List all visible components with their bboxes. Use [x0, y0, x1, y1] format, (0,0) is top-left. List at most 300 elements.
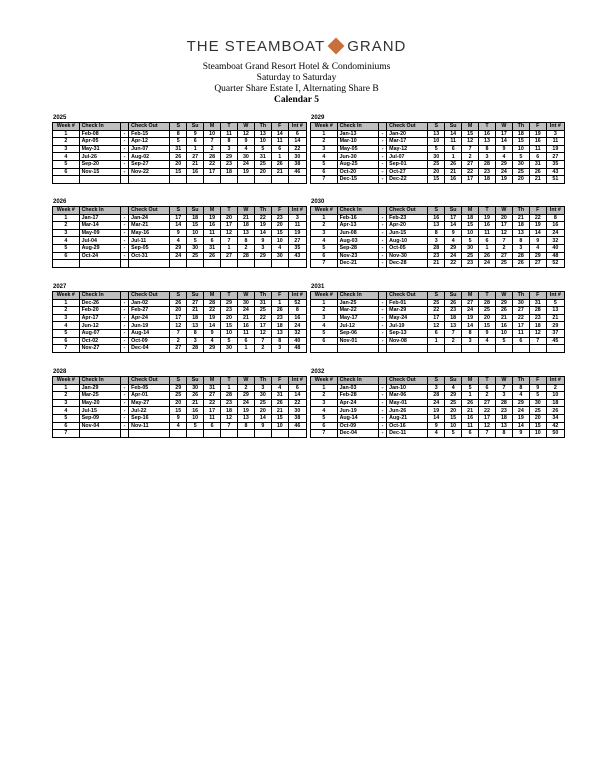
table-cell: 5	[428, 145, 445, 153]
table-cell: 20	[221, 214, 238, 222]
table-cell: 4	[529, 244, 546, 252]
column-header	[378, 207, 386, 215]
table-row	[311, 214, 565, 222]
table-cell: 9	[529, 237, 546, 245]
table-cell: 10	[428, 138, 445, 146]
table-cell	[53, 176, 80, 184]
table-cell: -	[378, 168, 386, 176]
table-cell: 27	[187, 299, 204, 307]
table-cell: 27	[479, 399, 496, 407]
table-cell: Oct-05	[387, 244, 428, 252]
table-row	[53, 168, 307, 176]
table-cell: 31	[529, 299, 546, 307]
table-cell: 8	[495, 430, 512, 438]
table-cell: 15	[221, 322, 238, 330]
column-header: Week #	[311, 377, 338, 385]
table-cell: 2	[53, 222, 80, 230]
table-cell: 15	[462, 222, 479, 230]
table-cell: 30	[237, 153, 254, 161]
table-cell: 9	[445, 229, 462, 237]
table-cell: -	[120, 145, 128, 153]
table-cell	[378, 345, 386, 353]
table-cell: Aug-21	[387, 414, 428, 422]
table-cell	[129, 176, 170, 184]
table-cell	[129, 430, 170, 438]
table-cell: 23	[271, 214, 288, 222]
table-cell: 4	[445, 384, 462, 392]
table-cell: Dec-11	[387, 430, 428, 438]
table-cell: 5	[529, 392, 546, 400]
table-cell	[53, 260, 80, 268]
table-cell: 25	[254, 160, 271, 168]
table-cell: 21	[187, 399, 204, 407]
table-cell: 1	[311, 214, 338, 222]
table-cell: 5	[512, 153, 529, 161]
table-cell: 40	[546, 244, 564, 252]
table-cell: 7	[311, 260, 338, 268]
table-cell: 9	[237, 138, 254, 146]
table-cell: 21	[237, 314, 254, 322]
table-cell: 1	[271, 153, 288, 161]
table-cell: 24	[546, 229, 564, 237]
table-cell: May-12	[387, 145, 428, 153]
column-header: Check In	[337, 377, 378, 385]
table-cell: -	[378, 392, 386, 400]
table-cell: 19	[546, 145, 564, 153]
week-table	[310, 291, 565, 353]
table-cell: 22	[254, 314, 271, 322]
table-cell: May-31	[79, 145, 120, 153]
table-cell: Mar-21	[129, 222, 170, 230]
table-cell: 23	[529, 314, 546, 322]
table-cell: 3	[53, 399, 80, 407]
table-cell: 26	[170, 299, 187, 307]
table-cell	[204, 430, 221, 438]
table-cell: Nov-11	[129, 422, 170, 430]
table-cell: 31	[254, 153, 271, 161]
table-cell: 18	[479, 176, 496, 184]
table-cell: 16	[445, 176, 462, 184]
table-cell: 3	[428, 384, 445, 392]
column-header: W	[237, 123, 254, 131]
table-cell: 31	[271, 392, 288, 400]
column-header: Int #	[546, 292, 564, 300]
column-header: Th	[512, 292, 529, 300]
table-header-row	[311, 123, 565, 131]
table-cell: Feb-08	[79, 130, 120, 138]
table-cell: 19	[529, 130, 546, 138]
table-cell: 18	[495, 414, 512, 422]
table-cell: Apr-24	[337, 399, 378, 407]
table-cell: 14	[254, 229, 271, 237]
column-header: W	[495, 207, 512, 215]
table-cell: 10	[495, 329, 512, 337]
column-header: S	[170, 207, 187, 215]
year-label: 2027	[53, 284, 67, 290]
table-cell: 19	[237, 407, 254, 415]
column-header: Su	[187, 207, 204, 215]
table-cell	[221, 430, 238, 438]
table-cell: 4	[53, 153, 80, 161]
table-cell: Aug-03	[337, 237, 378, 245]
table-header-row	[53, 377, 307, 385]
column-header: M	[204, 377, 221, 385]
table-header-row	[53, 292, 307, 300]
table-cell: 3	[311, 314, 338, 322]
column-header: Int #	[546, 123, 564, 131]
table-cell: 4	[170, 422, 187, 430]
table-cell: -	[378, 337, 386, 345]
table-cell: 19	[529, 222, 546, 230]
table-cell: 25	[254, 399, 271, 407]
year-label: 2032	[311, 369, 325, 375]
table-header-row	[53, 207, 307, 215]
table-cell: -	[378, 299, 386, 307]
table-cell: 5	[221, 337, 238, 345]
table-cell: 48	[546, 252, 564, 260]
table-row	[311, 322, 565, 330]
table-cell: Sep-28	[337, 244, 378, 252]
table-cell: 28	[479, 299, 496, 307]
table-cell: 19	[495, 176, 512, 184]
column-header: M	[204, 207, 221, 215]
table-row	[53, 392, 307, 400]
table-cell: 40	[288, 337, 306, 345]
table-cell: 28	[187, 345, 204, 353]
table-cell	[387, 345, 428, 353]
table-cell: 1	[479, 244, 496, 252]
table-cell: 13	[428, 222, 445, 230]
column-header: F	[271, 123, 288, 131]
table-cell: 20	[170, 160, 187, 168]
table-row	[311, 222, 565, 230]
table-cell: 26	[170, 153, 187, 161]
table-row	[311, 153, 565, 161]
table-cell: 6	[311, 422, 338, 430]
table-cell: 8	[546, 214, 564, 222]
table-cell: 8	[512, 237, 529, 245]
table-cell: 8	[428, 229, 445, 237]
table-cell: -	[378, 252, 386, 260]
table-cell: 22	[204, 307, 221, 315]
table-cell: -	[120, 307, 128, 315]
table-cell: May-01	[387, 399, 428, 407]
table-row	[53, 214, 307, 222]
table-cell: -	[378, 422, 386, 430]
table-cell: 1	[187, 145, 204, 153]
table-cell: 12	[495, 229, 512, 237]
table-cell: 4	[495, 153, 512, 161]
table-cell: 5	[546, 299, 564, 307]
table-cell: 7	[170, 329, 187, 337]
table-cell: 17	[462, 176, 479, 184]
table-cell: -	[120, 414, 128, 422]
table-row	[53, 337, 307, 345]
table-cell: Jun-26	[387, 407, 428, 415]
column-header: M	[462, 207, 479, 215]
table-cell: Feb-20	[79, 307, 120, 315]
column-header: W	[495, 123, 512, 131]
table-cell: May-24	[387, 314, 428, 322]
table-cell: -	[378, 222, 386, 230]
table-cell: 5	[495, 337, 512, 345]
table-cell: 30	[237, 299, 254, 307]
table-cell: 3	[53, 314, 80, 322]
column-header: F	[529, 292, 546, 300]
table-cell	[546, 345, 564, 353]
table-cell: May-17	[337, 314, 378, 322]
column-header: S	[428, 377, 445, 385]
table-cell: Dec-21	[337, 260, 378, 268]
table-cell: Aug-10	[387, 237, 428, 245]
table-cell: 1	[221, 384, 238, 392]
table-cell: 2	[311, 392, 338, 400]
table-cell: 11	[462, 422, 479, 430]
table-cell: 6	[237, 337, 254, 345]
table-cell: 30	[428, 153, 445, 161]
column-header	[378, 377, 386, 385]
table-cell: 1	[445, 153, 462, 161]
table-cell: 4	[479, 337, 496, 345]
logo-right-text: GRAND	[347, 38, 407, 55]
table-cell	[271, 260, 288, 268]
table-cell: 43	[288, 252, 306, 260]
table-cell: 27	[529, 260, 546, 268]
table-cell: 9	[512, 430, 529, 438]
table-cell: May-27	[129, 399, 170, 407]
column-header: F	[529, 207, 546, 215]
table-cell: -	[120, 392, 128, 400]
table-cell: 24	[512, 407, 529, 415]
table-cell: 14	[254, 414, 271, 422]
table-cell: 18	[546, 399, 564, 407]
table-cell: 14	[462, 322, 479, 330]
table-cell: 6	[53, 337, 80, 345]
table-cell: 16	[462, 414, 479, 422]
year-block-2029	[310, 114, 565, 184]
table-cell: 4	[311, 237, 338, 245]
table-cell: 30	[254, 392, 271, 400]
table-cell: Feb-16	[337, 214, 378, 222]
table-cell: 27	[204, 392, 221, 400]
table-cell: 15	[170, 168, 187, 176]
table-cell: 26	[462, 399, 479, 407]
table-cell: Sep-06	[337, 329, 378, 337]
table-cell: 14	[271, 130, 288, 138]
table-cell	[337, 345, 378, 353]
table-cell: Jun-12	[79, 322, 120, 330]
table-row	[311, 307, 565, 315]
table-row	[53, 299, 307, 307]
table-cell: 1	[53, 214, 80, 222]
table-row	[53, 414, 307, 422]
table-cell: 14	[428, 414, 445, 422]
table-row	[311, 345, 565, 353]
table-cell: 13	[445, 322, 462, 330]
table-cell: Sep-05	[129, 244, 170, 252]
table-cell: 46	[288, 168, 306, 176]
table-cell: -	[120, 153, 128, 161]
schedule-type: Saturday to Saturday	[256, 73, 337, 83]
table-cell	[254, 430, 271, 438]
table-cell: -	[378, 307, 386, 315]
table-cell: Oct-27	[387, 168, 428, 176]
column-header: M	[462, 292, 479, 300]
table-cell: 24	[462, 307, 479, 315]
column-header	[120, 292, 128, 300]
table-cell: 14	[495, 138, 512, 146]
table-cell: 13	[495, 422, 512, 430]
table-cell	[479, 345, 496, 353]
table-cell: Apr-13	[337, 222, 378, 230]
table-cell: May-05	[337, 145, 378, 153]
table-cell: 1	[311, 384, 338, 392]
table-cell: 30	[187, 384, 204, 392]
table-cell: Jul-15	[79, 407, 120, 415]
share-type: Quarter Share Estate I, Alternating Share B	[214, 84, 379, 94]
table-cell: May-16	[129, 229, 170, 237]
table-cell: -	[378, 314, 386, 322]
column-header: W	[237, 292, 254, 300]
table-cell: Jan-24	[129, 214, 170, 222]
column-header: S	[428, 207, 445, 215]
table-cell: 26	[187, 392, 204, 400]
table-cell: 15	[512, 138, 529, 146]
table-cell: 21	[462, 407, 479, 415]
table-cell: 10	[204, 130, 221, 138]
table-cell: 32	[546, 237, 564, 245]
table-cell: 25	[187, 252, 204, 260]
table-cell	[237, 260, 254, 268]
table-cell: -	[120, 214, 128, 222]
table-row	[311, 252, 565, 260]
table-cell: 7	[204, 138, 221, 146]
table-cell: 24	[237, 307, 254, 315]
table-cell: Jul-19	[387, 322, 428, 330]
table-row	[311, 260, 565, 268]
table-cell: 15	[271, 414, 288, 422]
column-header: M	[204, 292, 221, 300]
table-cell: Mar-25	[79, 392, 120, 400]
table-cell: 4	[204, 337, 221, 345]
table-cell: 9	[254, 422, 271, 430]
table-cell: 3	[428, 237, 445, 245]
table-cell: 19	[479, 214, 496, 222]
table-cell: 23	[221, 399, 238, 407]
column-header: Week #	[53, 377, 80, 385]
table-cell: 6	[53, 168, 80, 176]
table-cell: 17	[445, 214, 462, 222]
table-cell: Feb-27	[129, 307, 170, 315]
table-cell: 2	[237, 244, 254, 252]
table-cell: 17	[495, 130, 512, 138]
table-cell	[288, 260, 306, 268]
column-header: Check Out	[387, 123, 428, 131]
table-cell: 5	[53, 414, 80, 422]
table-cell: 21	[187, 307, 204, 315]
logo-diamond-icon	[328, 38, 345, 55]
table-cell: 5	[445, 430, 462, 438]
table-cell: Dec-22	[387, 176, 428, 184]
table-cell: 5	[311, 329, 338, 337]
table-cell	[529, 345, 546, 353]
table-cell: 15	[187, 222, 204, 230]
table-cell: 25	[254, 307, 271, 315]
column-header: F	[529, 377, 546, 385]
table-cell: 7	[529, 337, 546, 345]
table-cell: 6	[479, 384, 496, 392]
table-cell: 11	[546, 138, 564, 146]
column-header: Week #	[311, 123, 338, 131]
table-cell: 3	[53, 229, 80, 237]
table-cell: 27	[495, 252, 512, 260]
column-header: Int #	[546, 207, 564, 215]
table-cell: 22	[204, 160, 221, 168]
week-table	[52, 376, 307, 438]
column-header: Check Out	[129, 377, 170, 385]
table-cell: 6	[288, 384, 306, 392]
table-cell: May-09	[79, 229, 120, 237]
table-cell: Apr-20	[387, 222, 428, 230]
table-cell	[204, 176, 221, 184]
year-block-2026	[52, 198, 307, 268]
table-cell: 29	[445, 244, 462, 252]
table-cell: Jun-30	[337, 153, 378, 161]
table-cell: 3	[271, 345, 288, 353]
table-cell: 10	[512, 145, 529, 153]
table-cell: 7	[311, 176, 338, 184]
year-block-2025	[52, 114, 307, 184]
table-row	[311, 168, 565, 176]
table-cell: 45	[546, 337, 564, 345]
table-cell: 1	[237, 345, 254, 353]
column-header: Su	[187, 377, 204, 385]
table-cell: 26	[271, 160, 288, 168]
table-cell: 11	[445, 138, 462, 146]
table-cell: 48	[288, 345, 306, 353]
column-header: Su	[445, 123, 462, 131]
table-cell: 19	[237, 168, 254, 176]
table-cell: 24	[237, 399, 254, 407]
table-cell: Sep-13	[387, 329, 428, 337]
table-cell: 30	[288, 407, 306, 415]
table-cell: 4	[53, 322, 80, 330]
column-header: Check Out	[387, 292, 428, 300]
table-cell: Nov-27	[79, 345, 120, 353]
table-cell	[120, 260, 128, 268]
column-header: Int #	[288, 292, 306, 300]
table-row	[53, 153, 307, 161]
table-row	[311, 430, 565, 438]
table-cell: 29	[546, 322, 564, 330]
table-cell: 11	[204, 414, 221, 422]
table-cell: -	[120, 337, 128, 345]
table-cell: 5	[462, 237, 479, 245]
table-cell: 17	[170, 314, 187, 322]
table-cell: 32	[288, 329, 306, 337]
table-cell: 43	[546, 168, 564, 176]
table-row	[311, 392, 565, 400]
column-header: W	[237, 207, 254, 215]
table-cell: Sep-20	[79, 160, 120, 168]
column-header: Th	[254, 377, 271, 385]
table-cell: 20	[254, 168, 271, 176]
table-cell: Aug-14	[337, 414, 378, 422]
table-cell: 10	[221, 329, 238, 337]
table-cell: 25	[495, 260, 512, 268]
column-header: Int #	[288, 123, 306, 131]
year-block-2028	[52, 368, 307, 438]
